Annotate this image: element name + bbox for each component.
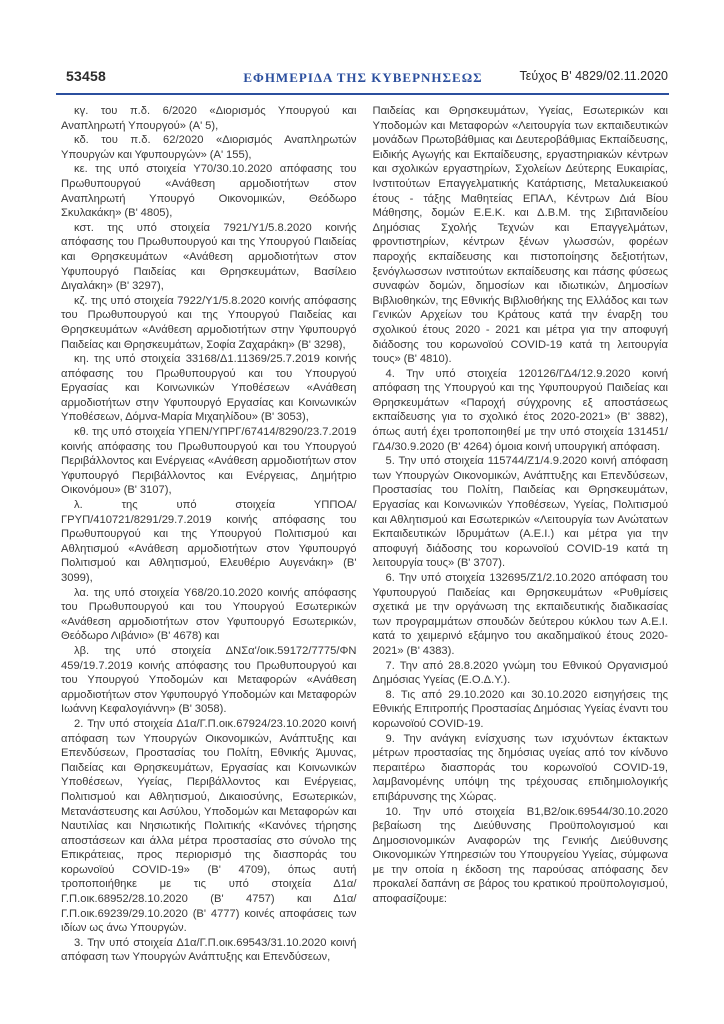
paragraph: 7. Την από 28.8.2020 γνώμη του Εθνικού Οργανισμού Δημόσιας Υγείας (Ε.Ο.Δ.Υ.).	[372, 659, 668, 687]
paragraph: 8. Τις από 29.10.2020 και 30.10.2020 εισηγήσεις της Εθνικής Επιτροπής Προστασίας Δημόσιας Υγείας έναντι του κορωνοϊού COVID-19.	[372, 688, 668, 730]
paragraph: Παιδείας και Θρησκευμάτων, Υγείας, Εσωτερικών και Υποδομών και Μεταφορών «Λειτουργία των εκπαιδευτικών μονάδων Πρωτοβάθμιας και Δευτεροβάθμιας Εκπαίδευσης, Ειδικής Αγωγής και Εκπαίδευσης, εργαστηριακών κέντρων και σχολικών εργαστηρίων, Σχολείων Δεύτερης Ευκαιρίας, Ινστιτούτων Επαγγελματικής Κατάρτισης, Μεταλυκειακού έτους - τάξης Μαθητείας ΕΠΑΛ, Κέντρων Διά Βίου Μάθησης, δομών Ε.Ε.Κ. και Δ.Β.Μ. της Σιβιτανιδείου Δημόσιας Σχολής Τεχνών και Επαγγελμάτων, φροντιστηρίων, κέντρων ξένων γλωσσών, φορέων παροχής εκπαίδευσης και πιστοποίησης δεξιοτήτων, ξενόγλωσσων ινστιτούτων εκπαίδευσης και πάσης φύσεως συναφών δομών, δημοσίων και ιδιωτικών, Δημοσίων Βιβλιοθηκών, της Εθνικής Βιβλιοθήκης της Ελλάδος και των Γενικών Αρχείων του Κράτους κατά την έναρξη του σχολικού έτους 2020 - 2021 και μέτρα για την αποφυγή διάδοσης του κορωνοϊού COVID-19 κατά τη λειτουργία τους» (Β' 4810).	[372, 105, 668, 366]
right-column	[373, 104, 669, 965]
paragraph: κη. της υπό στοιχεία 33168/Δ1.11369/25.7.2019 κοινής απόφασης του Πρωθυπουργού και του Υπουργού Εργασίας και Κοινωνικών Υποθέσεων «Ανάθεση αρμοδιοτήτων στην Υφυπουργό Εργασίας και Κοινωνικών Υποθέσεων, Δόμνα-Μαρία Μιχαηλίδου» (Β' 3053),	[61, 353, 357, 424]
paragraph: κδ. του π.δ. 62/2020 «Διορισμός Αναπληρωτών Υπουργών και Υφυπουργών» (Α' 155),	[61, 134, 357, 161]
paragraph: κε. της υπό στοιχεία Υ70/30.10.2020 απόφασης του Πρωθυπουργού «Ανάθεση αρμοδιοτήτων στον Αναπληρωτή Υπουργό Οικονομικών, Θεόδωρο Σκυλακάκη» (Β' 4805),	[61, 163, 357, 220]
paragraph: 4. Την υπό στοιχεία 120126/ΓΔ4/12.9.2020 κοινή απόφαση της Υπουργού και της Υφυπουργού Παιδείας και Θρησκευμάτων «Παροχή σύγχρονης εξ αποστάσεως εκπαίδευσης για το σχολικό έτος 2020-2021» (Β' 3882), όπως αυτή έχει τροποποιηθεί με την υπό στοιχεία 131451/ΓΔ4/30.9.2020 (Β' 4264) όμοια κοινή υπουργική απόφαση.	[372, 367, 668, 453]
paragraph: κγ. του π.δ. 6/2020 «Διορισμός Υπουργού και Αναπληρωτή Υπουργού» (Α' 5),	[61, 105, 357, 132]
paragraph: λβ. της υπό στοιχεία ΔΝΣα'/οικ.59172/7775/ΦΝ 459/19.7.2019 κοινής απόφασης του Πρωθυπουργού και του Υπουργού Υποδομών και Μεταφορών «Ανάθεση αρμοδιοτήτων στον Υφυπουργό Υποδομών και Μεταφορών Ιωάννη Κεφαλογιάννη» (Β' 3058).	[61, 644, 357, 716]
header-divider-rule	[56, 93, 669, 95]
paragraph: κστ. της υπό στοιχεία 7921/Υ1/5.8.2020 κοινής απόφασης του Πρωθυπουργού και της Υπουργού Παιδείας και Θρησκευμάτων «Ανάθεση αρμοδιοτήτων στον Υφυπουργό Παιδείας και Θρησκευμάτων, Βασίλειο Διγαλάκη» (Β' 3297),	[61, 221, 357, 293]
issue-label: Τεύχος Β' 4829/02.11.2020	[519, 69, 668, 83]
body-columns	[61, 104, 668, 965]
paragraph: λα. της υπό στοιχεία Υ68/20.10.2020 κοινής απόφασης του Πρωθυπουργού και του Υπουργού Εσωτερικών «Ανάθεση αρμοδιοτήτων στον Υφυπουργό Εσωτερικών, Θεόδωρο Λιβάνιο» (Β' 4678) και	[61, 586, 357, 643]
paragraph: λ. της υπό στοιχεία ΥΠΠΟΑ/ΓΡΥΠ/410721/8291/29.7.2019 κοινής απόφασης του Πρωθυπουργού και της Υπουργού Πολιτισμού και Αθλητισμού «Ανάθεση αρμοδιοτήτων στον Υφυπουργό Πολιτισμού και Αθλητισμού, Ελευθέριο Αυγενάκη» (Β' 3099),	[61, 499, 357, 584]
left-column	[61, 104, 357, 965]
paragraph: κθ. της υπό στοιχεία ΥΠΕΝ/ΥΠΡΓ/67414/8290/23.7.2019 κοινής απόφασης του Πρωθυπουργού και του Υπουργού Περιβάλλοντος και Ενέργειας «Ανάθεση αρμοδιοτήτων στον Υφυπουργό Περιβάλλοντος και Ενέργειας, Δημήτριο Οικονόμου» (Β' 3107),	[61, 426, 357, 497]
paragraph: κζ. της υπό στοιχεία 7922/Υ1/5.8.2020 κοινής απόφασης του Πρωθυπουργού και της Υπουργού Παιδείας και Θρησκευμάτων «Ανάθεση αρμοδιοτήτων στην Υφυπουργό Παιδείας και Θρησκευμάτων, Σοφία Ζαχαράκη» (Β' 3298),	[61, 294, 357, 351]
paragraph: 9. Την ανάγκη ενίσχυσης των ισχυόντων έκτακτων μέτρων προστασίας της δημόσιας υγείας από τον κίνδυνο περαιτέρω διασποράς του κορωνοϊού COVID-19, λαμβανομένης υπόψη της τρέχουσας επιδημιολογικής επιβάρυνσης της Χώρας.	[372, 732, 668, 803]
masthead-title: ΕΦΗΜΕΡΙΔΑ ΤΗΣ ΚΥΒΕΡΝΗΣΕΩΣ	[243, 70, 483, 85]
page-number: 53458	[66, 68, 106, 84]
paragraph: 3. Την υπό στοιχεία Δ1α/Γ.Π.οικ.69543/31.10.2020 κοινή απόφαση των Υπουργών Ανάπτυξης και Επενδύσεων,	[61, 936, 357, 964]
paragraph: 5. Την υπό στοιχεία 115744/Ζ1/4.9.2020 κοινή απόφαση των Υπουργών Οικονομικών, Ανάπτυξης και Επενδύσεων, Προστασίας του Πολίτη, Παιδείας και Θρησκευμάτων, Εργασίας και Κοινωνικών Υποθέσεων, Υγείας, Πολιτισμού και Αθλητισμού και Εσωτερικών «Λειτουργία των Ανώτατων Εκπαιδευτικών Ιδρυμάτων (Α.Ε.Ι.) και μέτρα για την αποφυγή διάδοσης του κορωνοϊού COVID-19 κατά τη λειτουργία τους» (Β' 3707).	[372, 455, 668, 570]
page-header	[58, 68, 668, 86]
paragraph: 6. Την υπό στοιχεία 132695/Ζ1/2.10.2020 απόφαση του Υφυπουργού Παιδείας και Θρησκευμάτων «Ρυθμίσεις σχετικά με την οργάνωση της εκπαιδευτικής διαδικασίας των προγραμμάτων σπουδών δεύτερου κύκλου των Α.Ε.Ι. κατά το χειμερινό εξάμηνο του ακαδημαϊκού έτους 2020-2021» (Β' 4383).	[372, 572, 668, 657]
paragraph: 2. Την υπό στοιχεία Δ1α/Γ.Π.οικ.67924/23.10.2020 κοινή απόφαση των Υπουργών Οικονομικών, Ανάπτυξης και Επενδύσεων, Προστασίας του Πολίτη, Εθνικής Άμυνας, Παιδείας και Θρησκευμάτων, Εργασίας και Κοινωνικών Υποθέσεων, Υγείας, Περιβάλλοντος και Ενέργειας, Πολιτισμού και Αθλητισμού, Δικαιοσύνης, Εσωτερικών, Μετανάστευσης και Ασύλου, Υποδομών και Μεταφορών και Ναυτιλίας και Νησιωτικής Πολιτικής «Κανόνες τήρησης αποστάσεων και άλλα μέτρα προστασίας στο σύνολο της Επικράτειας, προς περιορισμό της διασποράς του κορωνοϊού COVID-19» (Β' 4709), όπως αυτή τροποποιήθηκε με τις υπό στοιχεία Δ1α/Γ.Π.οικ.68952/28.10.2020 (Β' 4757) και Δ1α/Γ.Π.οικ.69239/29.10.2020 (Β' 4777) κοινές αποφάσεις των ιδίων ως άνω Υπουργών.	[61, 717, 357, 935]
paragraph: 10. Την υπό στοιχεία Β1,Β2/οικ.69544/30.10.2020 βεβαίωση της Διεύθυνσης Προϋπολογισμού και Δημοσιονομικών Αναφορών της Γενικής Διεύθυνσης Οικονομικών Υπηρεσιών του Υπουργείου Υγείας, σύμφωνα με την οποία η έκδοση της παρούσας απόφασης δεν προκαλεί δαπάνη σε βάρος του κρατικού προϋπολογισμού, αποφασίζουμε:	[372, 805, 668, 906]
